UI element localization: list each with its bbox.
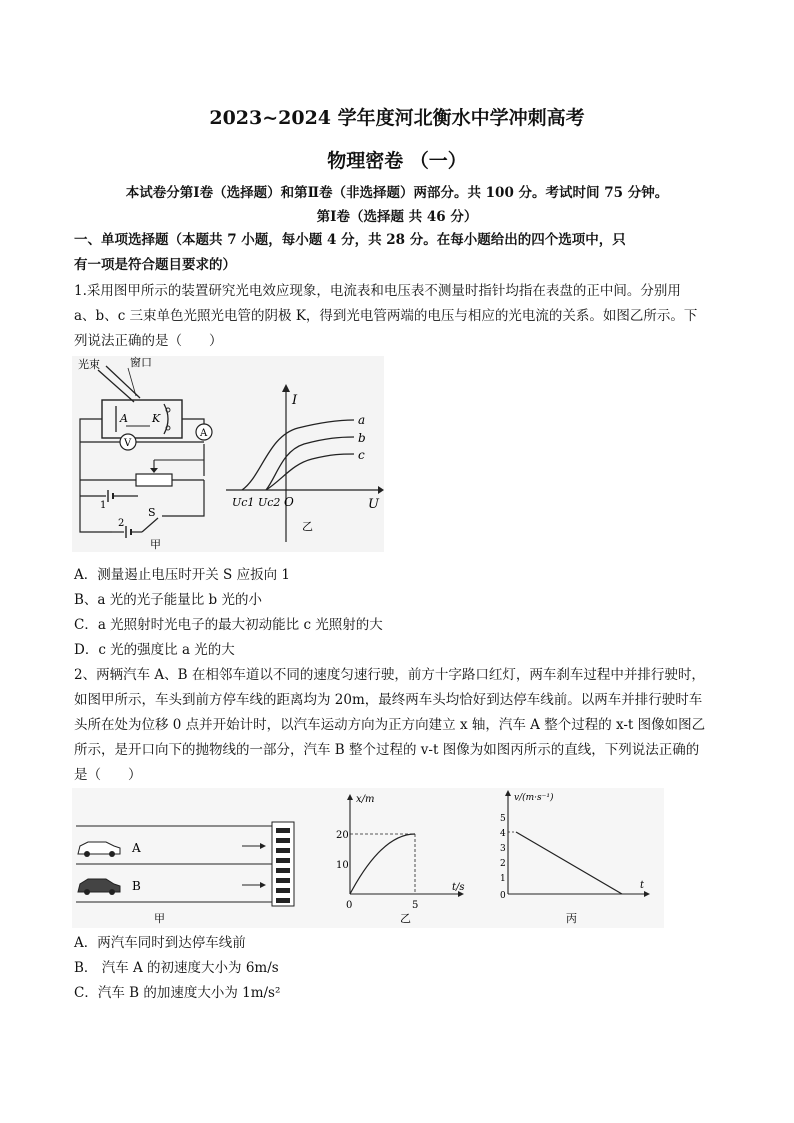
v-tick-0: 0	[500, 891, 506, 901]
q2-text-line1: 2、两辆汽车 A、B 在相邻车道以不同的速度匀速行驶，前方十字路口红灯，两车刹车过程中并排行驶时，	[74, 667, 705, 683]
exam-note: 本试卷分第Ⅰ卷（选择题）和第Ⅱ卷（非选择题）两部分。共 100 分。考试时间 75 分钟。	[125, 185, 669, 201]
part1-heading-line1: 一、单项选择题（本题共 7 小题，每小题 4 分，共 28 分。在每小题给出的四个选项中，只	[74, 232, 626, 248]
q1-text-line3: 列说法正确的是（ ）	[74, 333, 223, 349]
i-axis-label: I	[292, 393, 298, 408]
car-a-label: A	[132, 841, 141, 855]
q1-text-line1: 1.采用图甲所示的装置研究光电效应现象，电流表和电压表不测量时指针均指在表盘的正中间。分别用	[74, 283, 681, 299]
terminal-2-label: 2	[118, 518, 125, 529]
section-heading: 第Ⅰ卷（选择题 共 46 分）	[316, 209, 478, 225]
u-axis-label: U	[368, 497, 379, 512]
q1-option-c: C．a 光照射时光电子的最大初动能比 c 光照射的大	[74, 617, 383, 633]
curve-a-label: a	[358, 413, 366, 427]
exam-title: 2023~2024 学年度河北衡水中学冲刺高考	[209, 107, 585, 129]
part1-heading-line2: 有一项是符合题目要求的）	[74, 257, 236, 273]
caption-jia-1: 甲	[150, 538, 161, 551]
x-tick-20: 20	[336, 830, 349, 841]
car-b-label: B	[132, 879, 141, 893]
x-axis-label: x/m	[356, 794, 375, 805]
caption-yi-1: 乙	[302, 520, 313, 533]
q1-option-a: A．测量遏止电压时开关 S 应扳向 1	[74, 567, 290, 583]
caption-yi-2: 乙	[400, 912, 411, 925]
q2-figure-svg	[72, 788, 664, 928]
window-label: 窗口	[130, 356, 152, 369]
caption-jia-2: 甲	[154, 912, 165, 925]
q1-option-d: D．c 光的强度比 a 光的大	[74, 642, 235, 658]
q1-figure-svg	[72, 356, 384, 552]
q2-option-c: C．汽车 B 的加速度大小为 1m/s²	[74, 985, 281, 1001]
q2-text-line5: 是（ ）	[74, 767, 142, 783]
ammeter-label: A	[200, 428, 208, 439]
t-tick-0: 0	[346, 900, 353, 911]
voltmeter-label: V	[124, 438, 132, 449]
anode-label: A	[120, 412, 128, 425]
q2-text-line2: 如图甲所示，车头到前方停车线的距离均为 20m，最终两车头均恰好到达停车线前。以两车并排行驶时车	[74, 692, 703, 708]
caption-bing: 丙	[566, 912, 577, 925]
t-axis-label: t/s	[452, 882, 465, 893]
uc2-label: Uc2	[258, 496, 281, 509]
stop-line-crosswalk	[272, 822, 294, 906]
q2-figure	[72, 788, 664, 928]
q1-figure	[72, 356, 384, 552]
terminal-1-label: 1	[100, 500, 107, 511]
beam-label: 光束	[78, 358, 100, 371]
t-tick-5: 5	[412, 900, 419, 911]
q2-option-b: B． 汽车 A 的初速度大小为 6m/s	[74, 960, 279, 976]
curve-b-label: b	[358, 431, 366, 445]
q1-text-line2: a、b、c 三束单色光照光电管的阴极 K，得到光电管两端的电压与相应的光电流的关系。如图乙所示。下	[74, 308, 698, 324]
q1-option-b: B、a 光的光子能量比 b 光的小	[74, 592, 262, 608]
origin-label: O	[284, 495, 294, 509]
cathode-label: K	[152, 412, 161, 425]
v-tick-4: 4	[500, 829, 506, 839]
rheostat	[136, 474, 172, 486]
v-tick-3: 3	[500, 844, 506, 854]
t-axis-label-bing: t	[640, 880, 645, 891]
uc1-label: Uc1	[232, 496, 255, 509]
exam-subtitle: 物理密卷 （一）	[327, 150, 467, 172]
q2-text-line3: 头所在处为位移 0 点并开始计时，以汽车运动方向为正方向建立 x 轴，汽车 A 整个过程的 x-t 图像如图乙	[74, 717, 706, 733]
x-tick-10: 10	[336, 860, 349, 871]
curve-c-label: c	[358, 448, 365, 462]
v-tick-2: 2	[500, 859, 506, 869]
v-axis-label: v/(m·s⁻¹)	[514, 793, 554, 803]
q2-option-a: A．两汽车同时到达停车线前	[74, 935, 246, 951]
q2-text-line4: 所示，是开口向下的抛物线的一部分，汽车 B 整个过程的 v-t 图像为如图丙所示的直线，下列说法正确的	[74, 742, 700, 758]
v-tick-5: 5	[500, 814, 506, 824]
v-tick-1: 1	[500, 874, 506, 884]
switch-label: S	[148, 506, 156, 519]
